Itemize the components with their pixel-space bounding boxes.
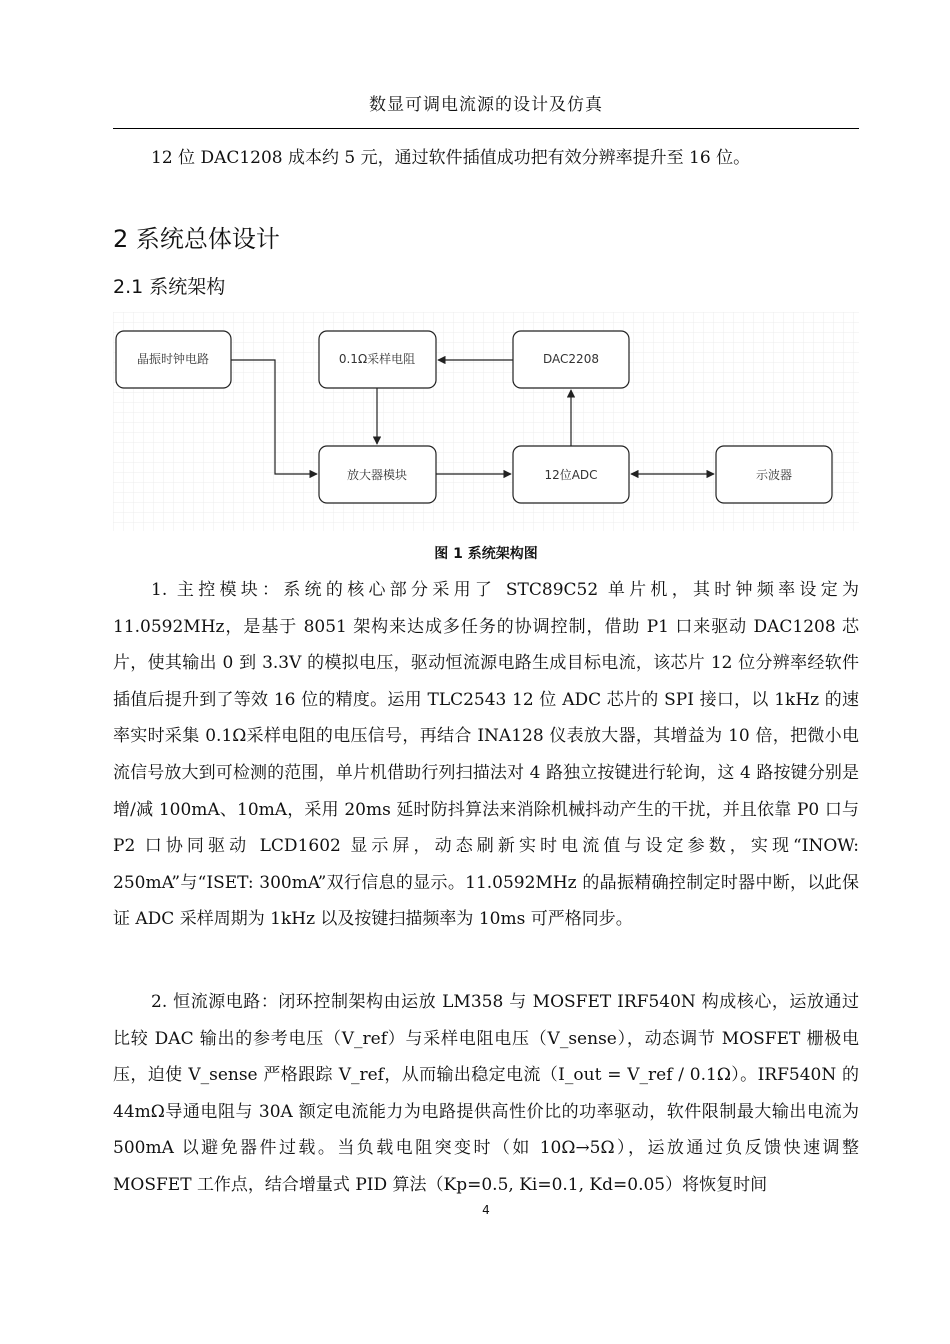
paragraph-constant-current: 2. 恒流源电路：闭环控制架构由运放 LM358 与 MOSFET IRF540N 构成核心，运放通过比较 DAC 输出的参考电压（V_ref）与采样电阻电压（V_sense），动态调节 MOSFET 栅极电压，迫使 V_sense 严格跟踪 V_ref，从而输出稳定电流（I_out = V_ref / 0.1Ω）。IRF540N 的 44mΩ导通电阻与 30A 额定电流能力为电路提供高性价比的功率驱动，软件限制最大输出电流为 500mA 以避免器件过载。当负载电阻突变时（如 10Ω→5Ω），运放通过负反馈快速调整 MOSFET 工作点，结合增量式 PID 算法（Kp=0.5, Ki=0.1, Kd=0.05）将恢复时间 — [113, 992, 859, 1195]
block-dac — [513, 331, 629, 388]
block-oscilloscope — [716, 446, 832, 503]
page-number: 4 — [482, 1203, 490, 1217]
running-header: 数显可调电流源的设计及仿真 — [369, 95, 603, 115]
header-rule — [113, 128, 859, 129]
block-crystal-clock — [116, 331, 231, 388]
block-oscilloscope-label: 示波器 — [755, 468, 793, 482]
system-architecture-diagram — [113, 312, 859, 531]
paragraph-main-control: 1. 主控模块：系统的核心部分采用了 STC89C52 单片机，其时钟频率设定为 11.0592MHz，是基于 8051 架构来达成多任务的协调控制，借助 P1 口来驱动 DAC1208 芯片，使其输出 0 到 3.3V 的模拟电压，驱动恒流源电路生成目标电流，该芯片 12 位分辨率经软件插值后提升到了等效 16 位的精度。运用 TLC2543 12 位 ADC 芯片的 SPI 接口，以 1kHz 的速率实时采集 0.1Ω采样电阻的电压信号，再结合 INA128 仪表放大器，其增益为 10 倍，把微小电流信号放大到可检测的范围，单片机借助行列扫描法对 4 路独立按键进行轮询，这 4 路按键分别是增/减 100mA、10mA，采用 20ms 延时防抖算法来消除机械抖动产生的干扰，并且依靠 P0 口与 P2 口协同驱动 LCD1602 显示屏，动态刷新实时电流值与设定参数，实现“INOW: 250mA”与“ISET: 300mA”双行信息的显示。11.0592MHz 的晶振精确控制定时器中断，以此保证 ADC 采样周期为 1kHz 以及按键扫描频率为 10ms 可严格同步。 — [113, 580, 859, 930]
subsection-heading: 2.1 系统架构 — [113, 276, 226, 298]
block-dac-label: DAC2208 — [543, 352, 599, 366]
section-heading: 2 系统总体设计 — [113, 225, 280, 253]
block-adc-label: 12位ADC — [544, 468, 598, 482]
block-adc — [513, 446, 629, 503]
figure-caption: 图 1 系统架构图 — [434, 546, 538, 562]
block-amplifier — [319, 446, 436, 503]
block-crystal-clock-label: 晶振时钟电路 — [136, 352, 210, 366]
intro-paragraph: 12 位 DAC1208 成本约 5 元，通过软件插值成功把有效分辨率提升至 16 位。 — [151, 148, 751, 168]
block-amplifier-label: 放大器模块 — [346, 468, 408, 482]
block-sampling-resistor — [319, 331, 436, 388]
block-sampling-resistor-label: 0.1Ω采样电阻 — [338, 352, 416, 366]
